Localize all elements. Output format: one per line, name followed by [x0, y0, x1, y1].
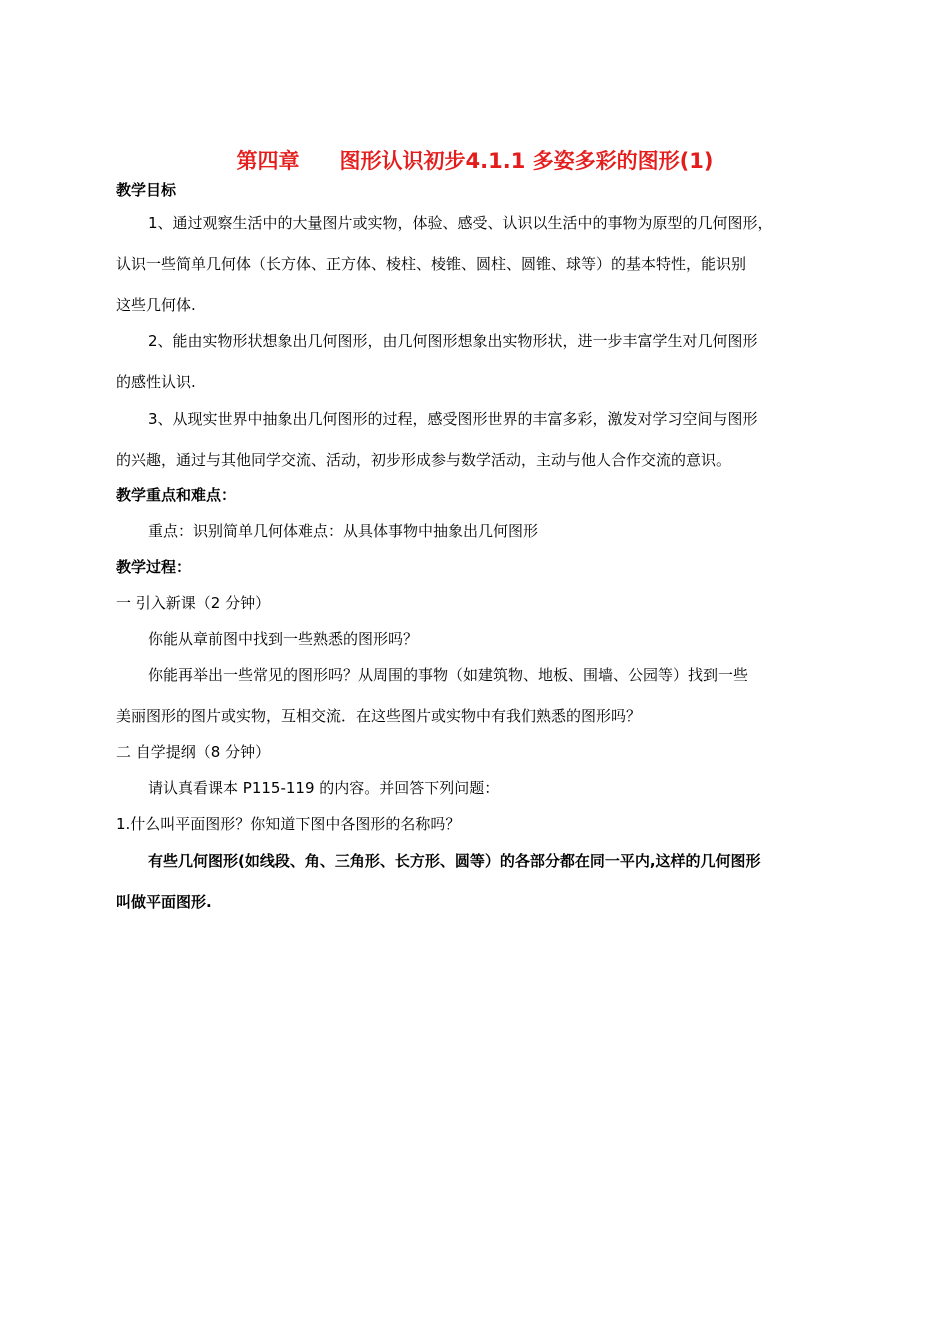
- heading-process: 教学过程：: [116, 558, 192, 576]
- step-1-question-2-line-2: 美丽图形的图片或实物，互相交流．在这些图片或实物中有我们熟悉的图形吗？: [116, 707, 642, 725]
- goal-1-line-3: 这些几何体.: [116, 296, 196, 314]
- step-2-instruction: 请认真看课本 P115-119 的内容。并回答下列问题：: [148, 779, 500, 797]
- step-1-title: 一 引入新课（2 分钟）: [116, 594, 271, 612]
- goal-3-line-1: 3、从现实世界中抽象出几何图形的过程，感受图形世界的丰富多彩，激发对学习空间与图形: [148, 410, 758, 428]
- document-title: [0, 145, 950, 175]
- goal-1-line-2: 认识一些简单几何体（长方体、正方体、棱柱、棱锥、圆柱、圆锥、球等）的基本特性，能识别: [116, 255, 747, 273]
- step-1-question-2-line-1: 你能再举出一些常见的图形吗？从周围的事物（如建筑物、地板、围墙、公园等）找到一些: [148, 666, 749, 684]
- heading-key-points: 教学重点和难点：: [116, 486, 237, 504]
- step-1-question-1: 你能从章前图中找到一些熟悉的图形吗？: [148, 630, 419, 648]
- question-1: 1.什么叫平面图形？你知道下图中各图形的名称吗？: [116, 815, 461, 833]
- step-2-title: 二 自学提纲（8 分钟）: [116, 743, 271, 761]
- heading-goals: 教学目标: [116, 181, 177, 199]
- goal-3-line-2: 的兴趣，通过与其他同学交流、活动，初步形成参与数学活动，主动与他人合作交流的意识。: [116, 451, 732, 469]
- goal-2-line-1: 2、能由实物形状想象出几何图形，由几何图形想象出实物形状，进一步丰富学生对几何图形: [148, 332, 758, 350]
- answer-line-2: 叫做平面图形.: [116, 893, 212, 911]
- key-points-text: 重点：识别简单几何体难点：从具体事物中抽象出几何图形: [148, 522, 539, 540]
- title-topic: 图形认识初步4.1.1 多姿多彩的图形(1): [339, 149, 714, 173]
- title-chapter: 第四章: [236, 149, 300, 173]
- goal-2-line-2: 的感性认识.: [116, 373, 196, 391]
- goal-1-line-1: 1、通过观察生活中的大量图片或实物，体验、感受、认识以生活中的事物为原型的几何图形，: [148, 214, 773, 232]
- answer-line-1: 有些几何图形(如线段、角、三角形、长方形、圆等）的各部分都在同一平内,这样的几何图形: [148, 852, 761, 870]
